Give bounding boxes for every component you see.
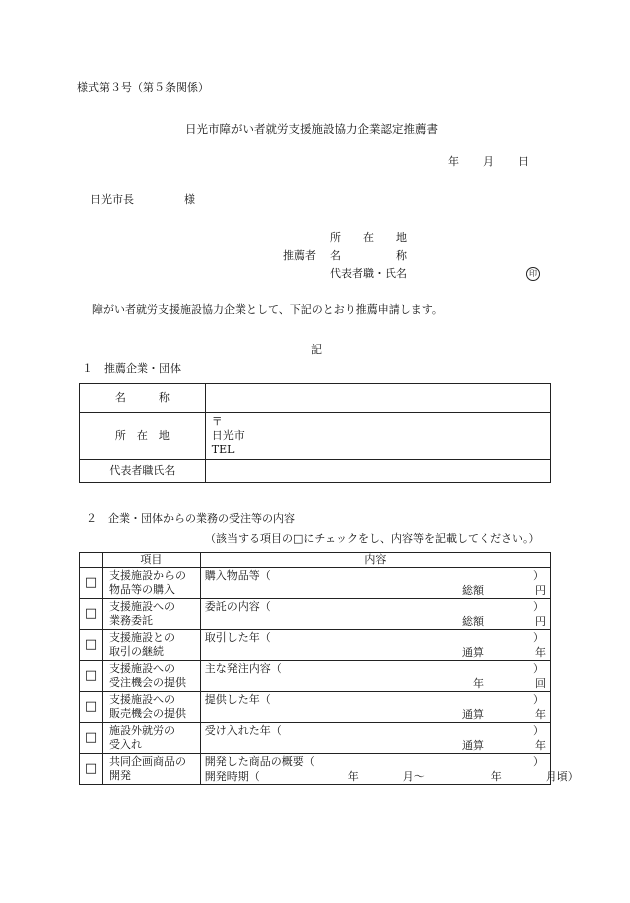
recommended-company-table	[79, 383, 551, 483]
rep-field[interactable]	[205, 460, 550, 483]
recommender-rep-label: 代表者職・氏名	[330, 267, 407, 280]
header-content: 内容	[200, 553, 550, 568]
row-content[interactable]: 提供した年（ ） 通算 年	[200, 692, 550, 723]
row-item: 施設外就労の 受入れ	[102, 723, 200, 754]
address-label: 所 在 地	[80, 413, 206, 460]
name-label: 名 称	[80, 384, 206, 413]
row-content[interactable]: 主な発注内容（ ） 年 回	[200, 661, 550, 692]
header-checkbox-col	[80, 553, 103, 568]
row-checkbox[interactable]: □	[80, 754, 103, 785]
row-item: 支援施設への 業務委託	[102, 599, 200, 630]
table-row	[80, 692, 551, 723]
date-year: 年	[448, 155, 459, 168]
section1-heading: １ 推薦企業・団体	[82, 362, 181, 375]
row-content[interactable]: 受け入れた年（ ） 通算 年	[200, 723, 550, 754]
table-row	[80, 723, 551, 754]
section2-note: （該当する項目の□にチェックをし、内容等を記載してください。）	[205, 532, 540, 545]
addressee-name: 日光市長	[90, 193, 134, 206]
address-field[interactable]	[205, 413, 550, 460]
recommender-address-label: 所 在 地	[330, 231, 407, 244]
name-field[interactable]	[205, 384, 550, 413]
date-month: 月	[483, 155, 494, 168]
statement: 障がい者就労支援施設協力企業として、下記のとおり推薦申請します。	[92, 303, 443, 316]
date-day: 日	[518, 155, 529, 168]
header-item: 項目	[102, 553, 200, 568]
recommender-role: 推薦者	[283, 249, 316, 262]
form-number: 様式第３号（第５条関係）	[77, 81, 209, 94]
row-item: 共同企画商品の 開発	[102, 754, 200, 785]
row-content[interactable]: 購入物品等（ ） 総額 円	[200, 568, 550, 599]
row-checkbox[interactable]: □	[80, 630, 103, 661]
row-item: 支援施設への 受注機会の提供	[102, 661, 200, 692]
section2-heading: ２ 企業・団体からの業務の受注等の内容	[86, 512, 295, 525]
document-title: 日光市障がい者就労支援施設協力企業認定推薦書	[185, 122, 438, 136]
tel-label: TEL	[211, 443, 235, 456]
row-checkbox[interactable]: □	[80, 599, 103, 630]
row-checkbox[interactable]: □	[80, 661, 103, 692]
table-row	[80, 661, 551, 692]
table-row	[80, 568, 551, 599]
recommender-name-label: 名 称	[330, 249, 407, 262]
row-checkbox[interactable]: □	[80, 692, 103, 723]
table-row	[80, 599, 551, 630]
row-content[interactable]: 開発した商品の概要（ ） 開発時期（ 年 月～ 年 月頃）	[200, 754, 550, 785]
addressee-honorific: 様	[184, 193, 195, 206]
city-text: 日光市	[211, 429, 245, 442]
table-row	[80, 754, 551, 785]
row-checkbox[interactable]: □	[80, 723, 103, 754]
row-checkbox[interactable]: □	[80, 568, 103, 599]
rep-label: 代表者職氏名	[80, 460, 206, 483]
row-item: 支援施設への 販売機会の提供	[102, 692, 200, 723]
postal-mark: 〒	[211, 415, 223, 428]
seal-mark: 印	[526, 267, 540, 281]
row-item: 支援施設からの 物品等の購入	[102, 568, 200, 599]
business-table	[79, 552, 579, 785]
row-content[interactable]: 委託の内容（ ） 総額 円	[200, 599, 550, 630]
row-content[interactable]: 取引した年（ ） 通算 年	[200, 630, 550, 661]
row-item: 支援施設との 取引の継続	[102, 630, 200, 661]
table-row	[80, 630, 551, 661]
ki-marker: 記	[311, 343, 322, 356]
